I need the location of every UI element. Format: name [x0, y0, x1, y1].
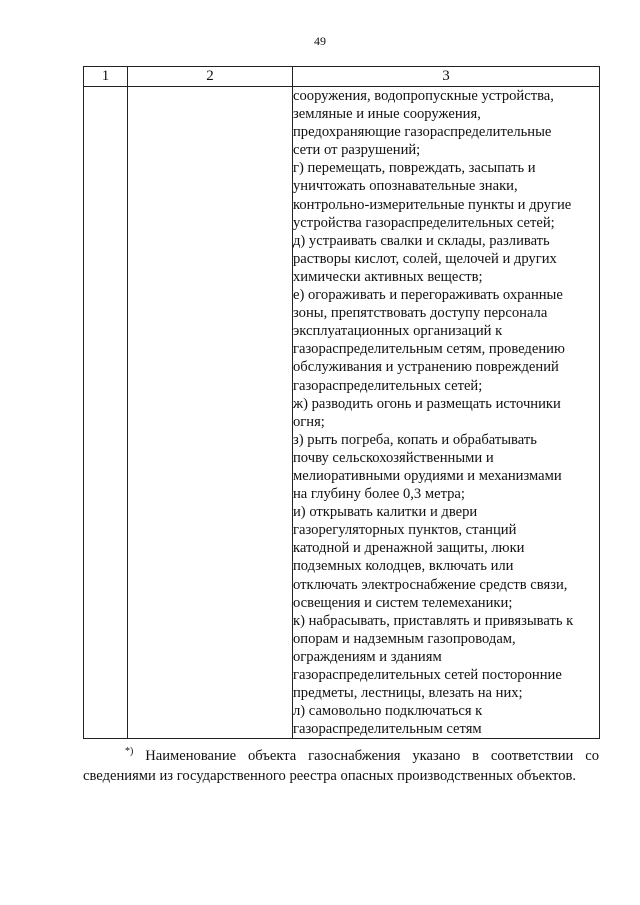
text-line: предохраняющие газораспределительные: [293, 124, 552, 141]
cell-col1: [84, 87, 128, 739]
text-line: л) самовольно подключаться к: [293, 703, 483, 720]
page-number: 49: [314, 34, 326, 48]
cell-col2: [128, 87, 293, 739]
text-line: газораспределительных сетей;: [293, 377, 483, 394]
cell-col3: [293, 87, 600, 739]
text-line: мелиоративными орудиями и механизмами: [293, 467, 562, 484]
text-line: устройства газораспределительных сетей;: [293, 214, 555, 231]
text-line: к) набрасывать, приставлять и привязывать к: [293, 612, 574, 629]
text-line: и) открывать калитки и двери: [293, 504, 478, 521]
text-line: д) устраивать свалки и склады, разливать: [293, 232, 550, 249]
table-header-row: [84, 67, 600, 87]
column-header-3: 3: [293, 67, 600, 87]
text-line: химически активных веществ;: [293, 268, 483, 285]
text-line: на глубину более 0,3 метра;: [293, 486, 465, 503]
text-line: земляные и иные сооружения,: [293, 106, 481, 123]
requirements-table: [83, 66, 600, 739]
text-line: сети от разрушений;: [293, 142, 421, 159]
text-line: эксплуатационных организаций к: [293, 323, 503, 340]
text-line: уничтожать опознавательные знаки,: [293, 178, 518, 195]
footnote-text: Наименование объекта газоснабжения указано в соответствии со сведениями из государственного реестра опасных производственных объектов.: [83, 748, 599, 784]
text-line: сооружения, водопропускные устройства,: [293, 88, 554, 104]
text-line: е) огораживать и перегораживать охранные: [293, 287, 563, 304]
text-line: газораспределительным сетям: [293, 721, 482, 738]
text-line: обслуживания и устранению повреждений: [293, 359, 559, 376]
text-line: растворы кислот, солей, щелочей и других: [293, 250, 557, 267]
text-line: почву сельскохозяйственными и: [293, 449, 494, 466]
text-line: предметы, лестницы, влезать на них;: [293, 685, 523, 702]
text-line: г) перемещать, повреждать, засыпать и: [293, 160, 536, 177]
footnote-marker: *): [125, 746, 134, 757]
text-line: ж) разводить огонь и размещать источники: [293, 395, 561, 412]
footnote: [83, 742, 599, 786]
table-row: [84, 87, 600, 739]
text-line: катодной и дренажной защиты, люки: [293, 540, 525, 557]
column-header-2: 2: [128, 67, 293, 87]
text-line: подземных колодцев, включать или: [293, 558, 514, 575]
text-line: газораспределительных сетей посторонние: [293, 667, 562, 683]
text-line: ограждениям и зданиям: [293, 648, 442, 665]
text-line: огня;: [293, 413, 325, 430]
text-line: зоны, препятствовать доступу персонала: [293, 305, 548, 322]
col3-text: [293, 87, 599, 738]
text-line: освещения и систем телемеханики;: [293, 594, 513, 611]
text-line: опорам и надземным газопроводам,: [293, 630, 516, 647]
text-line: газораспределительным сетям, проведению: [293, 341, 565, 358]
text-line: отключать электроснабжение средств связи,: [293, 576, 568, 593]
text-line: газорегуляторных пунктов, станций: [293, 522, 517, 539]
column-header-1: 1: [84, 67, 128, 87]
text-line: з) рыть погреба, копать и обрабатывать: [293, 431, 537, 448]
text-line: контрольно-измерительные пункты и другие: [293, 196, 572, 213]
